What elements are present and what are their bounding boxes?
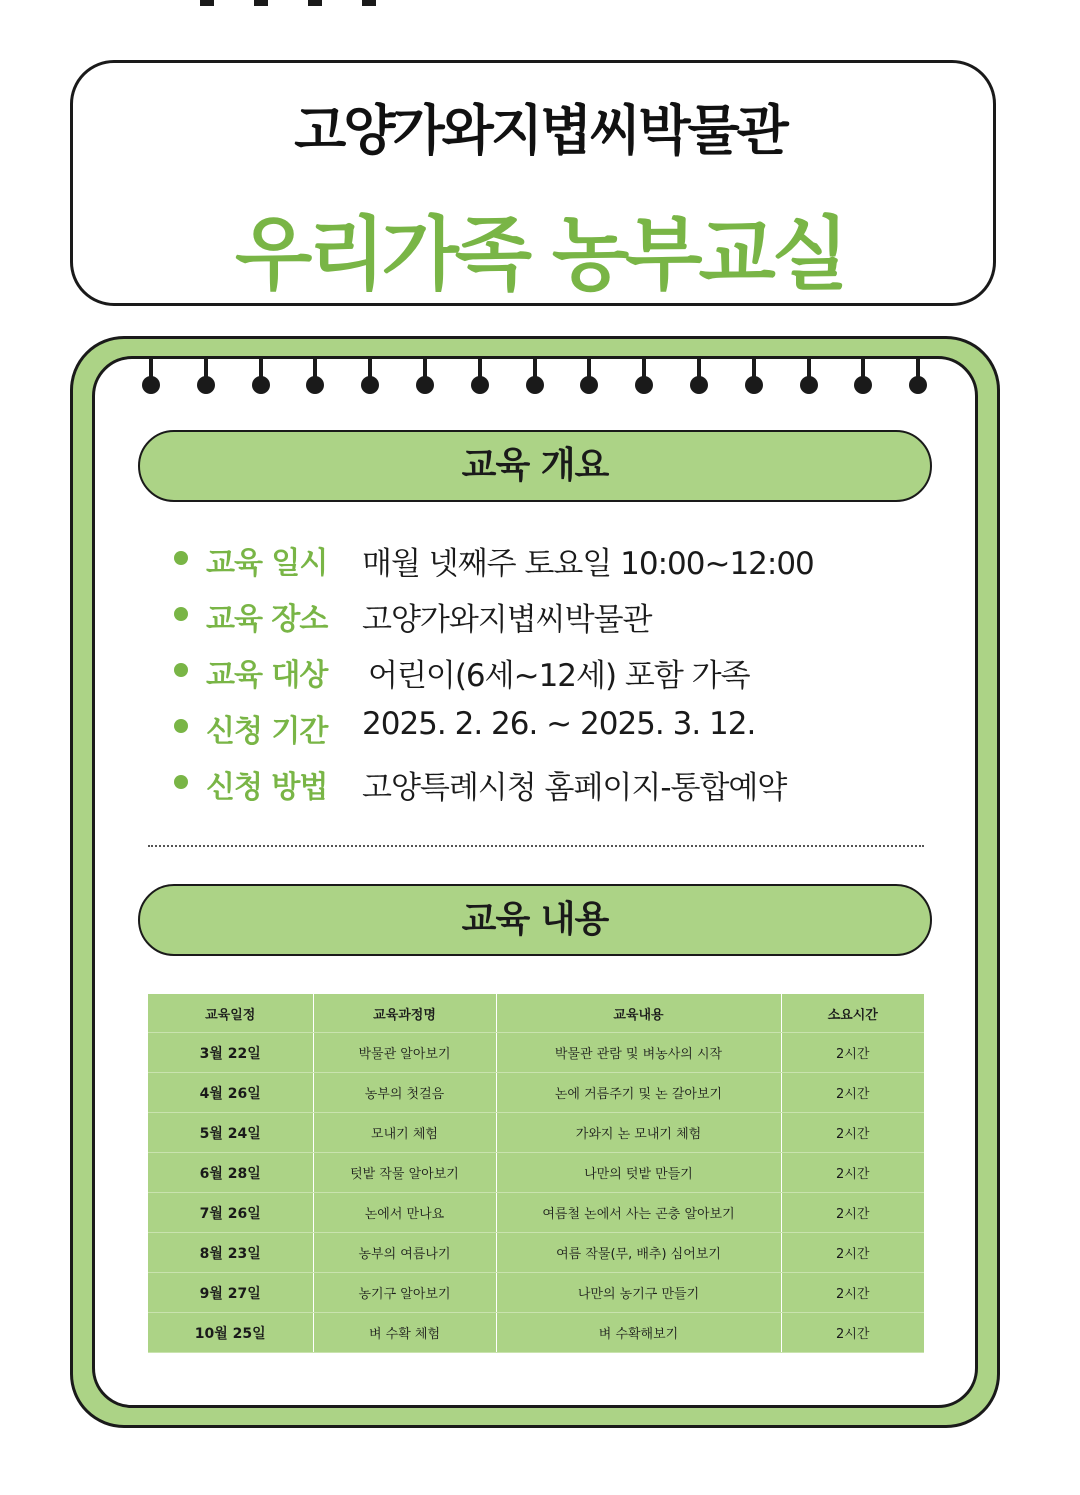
info-row-place — [172, 588, 932, 644]
binder-ring-icon — [306, 358, 324, 394]
binder-ring-icon — [526, 358, 544, 394]
info-row-date — [172, 532, 932, 588]
info-row-period — [172, 700, 932, 756]
table-row — [148, 1273, 924, 1313]
cell-course: 텃밭 작물 알아보기 — [313, 1153, 496, 1193]
cell-date: 9월 27일 — [148, 1273, 313, 1313]
binder-ring-icon — [909, 358, 927, 394]
cell-course: 박물관 알아보기 — [313, 1033, 496, 1073]
info-label: 교육 장소 — [206, 602, 328, 637]
cell-date: 5월 24일 — [148, 1113, 313, 1153]
binder-ring-icon — [197, 358, 215, 394]
table-row — [148, 1313, 924, 1353]
overview-heading: 교육 개요 — [138, 430, 932, 502]
cell-course: 벼 수확 체험 — [313, 1313, 496, 1353]
table-row — [148, 1033, 924, 1073]
dotted-divider — [148, 845, 924, 847]
cell-course: 농부의 여름나기 — [313, 1233, 496, 1273]
cell-content: 여름 작물(무, 배추) 심어보기 — [496, 1233, 781, 1273]
binder-ring-icon — [800, 358, 818, 394]
program-name: 우리가족 농부교실 — [234, 208, 846, 301]
cell-date: 8월 23일 — [148, 1233, 313, 1273]
cell-course: 논에서 만나요 — [313, 1193, 496, 1233]
table-row — [148, 1233, 924, 1273]
info-label: 교육 대상 — [206, 658, 328, 693]
cell-duration: 2시간 — [781, 1313, 924, 1353]
info-row-target — [172, 644, 932, 700]
cell-course: 모내기 체험 — [313, 1113, 496, 1153]
table-row — [148, 1113, 924, 1153]
binder-ring-icon — [580, 358, 598, 394]
cell-content: 나만의 농기구 만들기 — [496, 1273, 781, 1313]
info-value: 2025. 2. 26. ~ 2025. 3. 12. — [362, 706, 756, 742]
info-label: 교육 일시 — [206, 546, 328, 581]
cell-date: 4월 26일 — [148, 1073, 313, 1113]
cropped-top-text — [200, 0, 440, 6]
binder-ring-icon — [690, 358, 708, 394]
bullet-icon — [174, 663, 188, 677]
cell-content: 가와지 논 모내기 체험 — [496, 1113, 781, 1153]
info-value: 고양특례시청 홈페이지-통합예약 — [362, 770, 787, 806]
museum-name: 고양가와지볍씨박물관 — [294, 99, 786, 162]
info-row-method — [172, 756, 932, 812]
cell-date: 7월 26일 — [148, 1193, 313, 1233]
table-row — [148, 1193, 924, 1233]
binder-ring-icon — [361, 358, 379, 394]
bullet-icon — [174, 551, 188, 565]
table-header-row — [148, 994, 924, 1033]
binder-ring-icon — [635, 358, 653, 394]
info-value: 고양가와지볍씨박물관 — [362, 602, 652, 638]
binder-ring-icon — [471, 358, 489, 394]
cell-duration: 2시간 — [781, 1073, 924, 1113]
binder-rings — [140, 358, 940, 398]
column-header: 교육과정명 — [313, 994, 496, 1033]
binder-ring-icon — [142, 358, 160, 394]
content-heading: 교육 내용 — [138, 884, 932, 956]
bullet-icon — [174, 719, 188, 733]
cell-content: 여름철 논에서 사는 곤충 알아보기 — [496, 1193, 781, 1233]
cell-content: 논에 거름주기 및 논 갈아보기 — [496, 1073, 781, 1113]
cell-date: 6월 28일 — [148, 1153, 313, 1193]
binder-ring-icon — [252, 358, 270, 394]
binder-ring-icon — [745, 358, 763, 394]
cell-duration: 2시간 — [781, 1113, 924, 1153]
cell-course: 농기구 알아보기 — [313, 1273, 496, 1313]
cell-date: 3월 22일 — [148, 1033, 313, 1073]
cell-duration: 2시간 — [781, 1193, 924, 1233]
info-label: 신청 기간 — [206, 714, 328, 749]
info-value: 매월 넷째주 토요일 10:00~12:00 — [362, 546, 814, 582]
cell-content: 벼 수확해보기 — [496, 1313, 781, 1353]
column-header: 소요시간 — [781, 994, 924, 1033]
cell-content: 박물관 관람 및 벼농사의 시작 — [496, 1033, 781, 1073]
cell-course: 농부의 첫걸음 — [313, 1073, 496, 1113]
column-header: 교육내용 — [496, 994, 781, 1033]
cell-duration: 2시간 — [781, 1033, 924, 1073]
cell-duration: 2시간 — [781, 1273, 924, 1313]
table-row — [148, 1153, 924, 1193]
table-row — [148, 1073, 924, 1113]
binder-ring-icon — [416, 358, 434, 394]
info-value: 어린이(6세~12세) 포함 가족 — [368, 658, 750, 694]
cell-date: 10월 25일 — [148, 1313, 313, 1353]
overview-list — [172, 532, 932, 812]
cell-duration: 2시간 — [781, 1233, 924, 1273]
binder-ring-icon — [854, 358, 872, 394]
schedule-table — [148, 994, 924, 1353]
column-header: 교육일정 — [148, 994, 313, 1033]
info-label: 신청 방법 — [206, 770, 328, 805]
cell-content: 나만의 텃밭 만들기 — [496, 1153, 781, 1193]
bullet-icon — [174, 607, 188, 621]
cell-duration: 2시간 — [781, 1153, 924, 1193]
bullet-icon — [174, 775, 188, 789]
